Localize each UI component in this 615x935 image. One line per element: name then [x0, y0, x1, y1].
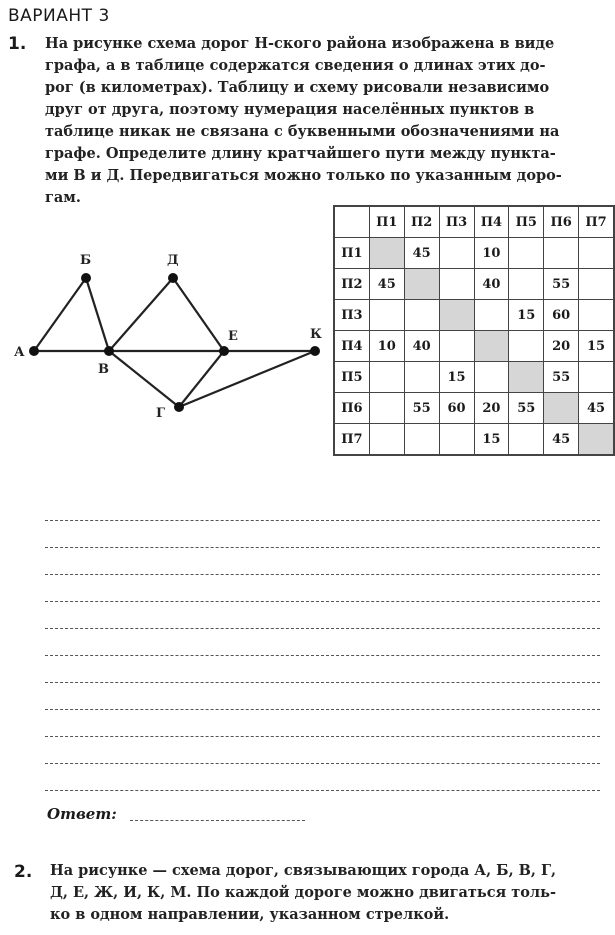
table-cell	[509, 331, 544, 362]
table-cell	[474, 362, 509, 393]
table-cell: 10	[474, 238, 509, 269]
solution-line[interactable]	[45, 736, 600, 737]
table-row	[334, 300, 614, 331]
distance-table	[333, 205, 615, 456]
variant-title: ВАРИАНТ 3	[8, 6, 110, 26]
node-d	[168, 273, 178, 283]
edge-g-k	[179, 351, 315, 407]
solution-line[interactable]	[45, 763, 600, 764]
question-1-line: гам.	[45, 189, 81, 206]
table-cell	[509, 362, 544, 393]
table-cell: 60	[439, 393, 474, 424]
table-cell: 20	[474, 393, 509, 424]
column-header: П3	[439, 206, 474, 238]
table-cell	[474, 331, 509, 362]
table-cell	[579, 362, 614, 393]
table-cell	[579, 424, 614, 456]
column-header: П5	[509, 206, 544, 238]
edge-d-e	[173, 278, 224, 351]
table-cell	[474, 300, 509, 331]
node-k	[310, 346, 320, 356]
question-2-line: ко в одном направлении, указанном стрелкой.	[50, 906, 450, 923]
road-graph	[0, 230, 335, 430]
question-1-number: 1.	[8, 34, 27, 54]
column-header: П7	[579, 206, 614, 238]
graph-nodes	[29, 273, 320, 412]
question-2-text	[50, 860, 600, 926]
table-cell	[579, 269, 614, 300]
solution-line[interactable]	[45, 628, 600, 629]
node-b	[81, 273, 91, 283]
table-row	[334, 424, 614, 456]
solution-line[interactable]	[45, 655, 600, 656]
table-cell	[369, 393, 404, 424]
table-row	[334, 238, 614, 269]
node-g	[174, 402, 184, 412]
table-cell	[369, 362, 404, 393]
row-header: П7	[334, 424, 369, 456]
column-header: П6	[544, 206, 579, 238]
table-cell: 45	[544, 424, 579, 456]
node-label-e: Е	[228, 329, 238, 344]
table-cell: 40	[404, 331, 439, 362]
table-cell	[439, 424, 474, 456]
table-cell: 60	[544, 300, 579, 331]
question-1-line: графе. Определите длину кратчайшего пути между пункта-	[45, 145, 556, 162]
table-row	[334, 362, 614, 393]
table-cell: 45	[579, 393, 614, 424]
table-cell	[439, 300, 474, 331]
table-cell	[544, 238, 579, 269]
graph-edges	[34, 278, 315, 407]
table-cell	[404, 300, 439, 331]
table-cell: 45	[369, 269, 404, 300]
question-2-line: Д, Е, Ж, И, К, М. По каждой дороге можно двигаться толь-	[50, 884, 557, 901]
question-1-text	[45, 33, 600, 209]
node-a	[29, 346, 39, 356]
question-1-line: На рисунке схема дорог Н-ского района изображена в виде	[45, 35, 555, 52]
node-label-k: К	[310, 327, 322, 342]
column-header: П4	[474, 206, 509, 238]
column-header: П2	[404, 206, 439, 238]
answer-label: Ответ:	[47, 805, 117, 823]
row-header: П6	[334, 393, 369, 424]
node-label-a: А	[14, 345, 25, 360]
question-1-line: графа, а в таблице содержатся сведения о длинах этих до-	[45, 57, 546, 74]
table-cell	[509, 238, 544, 269]
node-label-d: Д	[167, 253, 179, 268]
table-cell	[369, 238, 404, 269]
table-cell: 40	[474, 269, 509, 300]
table-cell: 55	[544, 362, 579, 393]
edge-v-g	[109, 351, 179, 407]
table-cell	[509, 269, 544, 300]
edge-v-d	[109, 278, 173, 351]
solution-line[interactable]	[45, 709, 600, 710]
table-cell: 20	[544, 331, 579, 362]
answer-field[interactable]	[130, 820, 305, 821]
table-row	[334, 331, 614, 362]
table-cell	[404, 269, 439, 300]
table-row	[334, 393, 614, 424]
table-cell: 15	[439, 362, 474, 393]
table-cell	[544, 393, 579, 424]
column-header: П1	[369, 206, 404, 238]
table-corner-cell	[334, 206, 369, 238]
table-cell	[369, 424, 404, 456]
table-cell: 15	[509, 300, 544, 331]
table-row	[334, 269, 614, 300]
table-cell: 45	[404, 238, 439, 269]
question-2-line: На рисунке — схема дорог, связывающих города А, Б, В, Г,	[50, 862, 557, 879]
solution-line[interactable]	[45, 547, 600, 548]
table-cell	[579, 238, 614, 269]
node-v	[104, 346, 114, 356]
table-cell	[404, 362, 439, 393]
question-1-line: рог (в километрах). Таблицу и схему рисовали независимо	[45, 79, 550, 96]
row-header: П4	[334, 331, 369, 362]
question-2-number: 2.	[14, 862, 33, 882]
row-header: П1	[334, 238, 369, 269]
solution-line[interactable]	[45, 574, 600, 575]
row-header: П5	[334, 362, 369, 393]
node-label-b: Б	[80, 253, 92, 268]
solution-line[interactable]	[45, 682, 600, 683]
table-cell	[439, 238, 474, 269]
row-header: П2	[334, 269, 369, 300]
edge-a-b	[34, 278, 86, 351]
node-e	[219, 346, 229, 356]
row-header: П3	[334, 300, 369, 331]
node-label-g: Г	[156, 406, 165, 421]
table-cell	[509, 424, 544, 456]
table-cell: 55	[544, 269, 579, 300]
node-label-v: В	[98, 362, 109, 377]
table-cell: 10	[369, 331, 404, 362]
table-cell	[439, 269, 474, 300]
question-1-line: таблице никак не связана с буквенными обозначениями на	[45, 123, 560, 140]
table-cell	[404, 424, 439, 456]
edge-b-v	[86, 278, 109, 351]
table-cell	[579, 300, 614, 331]
table-cell	[439, 331, 474, 362]
question-1-line: ми В и Д. Передвигаться можно только по указанным доро-	[45, 167, 562, 184]
table-cell: 15	[579, 331, 614, 362]
solution-line[interactable]	[45, 790, 600, 791]
table-header-row	[334, 206, 614, 238]
solution-line[interactable]	[45, 601, 600, 602]
solution-line[interactable]	[45, 520, 600, 521]
question-1-line: друг от друга, поэтому нумерация населённых пунктов в	[45, 101, 535, 118]
table-cell: 55	[404, 393, 439, 424]
table-cell: 15	[474, 424, 509, 456]
table-cell: 55	[509, 393, 544, 424]
table-cell	[369, 300, 404, 331]
